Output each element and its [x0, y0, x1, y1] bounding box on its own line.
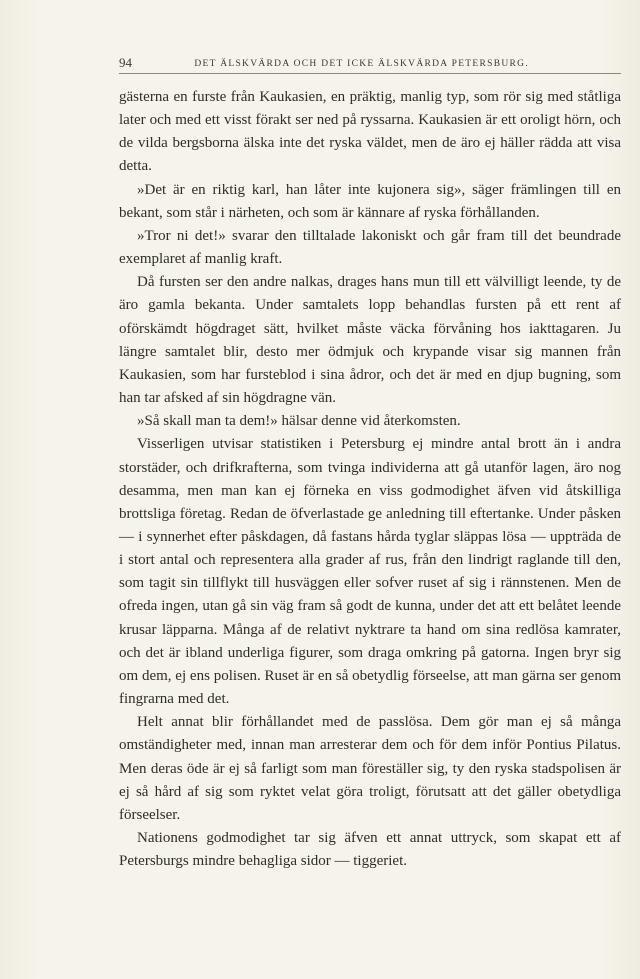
page-header: [119, 52, 621, 74]
page-number: 94: [119, 55, 132, 70]
paragraph: »Det är en riktig karl, han låter inte kujonera sig», säger främlingen till en bekant, som står i närheten, och som är kännare af ryska förhållanden.: [119, 181, 621, 221]
paragraph: »Tror ni det!» svarar den tilltalade lakoniskt och går fram till det beundrade exemplaret af manlig kraft.: [119, 227, 621, 268]
paragraph: Då fursten ser den andre nalkas, drages hans mun till ett välvilligt leende, ty de äro gamla bekanta. Under samtalets lopp behandlas fursten på ett rent af oförskämdt högdraget sätt, hvilket måste väcka förvåning hos iakttagaren. Ju längre samtalet blir, desto mer ödmjuk och krypande visar sig mannen från Kaukasien, som har fursteblod i sina ådror, och det är med en djup bugning, som han tar afsked af sin högdragne vän.: [119, 274, 621, 407]
paragraph-continuation: gästerna en furste från Kaukasien, en präktig, manlig typ, som rör sig med ståtliga later och med ett visst förakt ser ned på ryssarna. Kaukasien är ett oroligt hörn, och de vilda bergsborna älska inte det ryska väldet, men de äro ej häller rädda att visa detta.: [119, 89, 621, 175]
running-head: DET ÄLSKVÄRDA OCH DET ICKE ÄLSKVÄRDA PETERSBURG.: [194, 58, 529, 69]
body-text: [119, 86, 621, 873]
paragraph: »Så skall man ta dem!» hälsar denne vid återkomsten.: [137, 413, 461, 430]
paragraph: Visserligen utvisar statistiken i Petersburg ej mindre antal brott än i andra storstäder, och drifkrafterna, som tvinga individerna att gå utanför lagen, äro nog desamma, men man kan ej förneka en viss godmodighet äfven vid åtskilliga brottsliga företag. Redan de öfverlastade ge anledning till eftertanke. Under påsken — i synnerhet efter påskdagen, då fastans hårda tyglar släppas lösa — uppträda de i stort antal och representera alla grader af rus, från den lindrigt raglande till den, som tagit sin tillflykt till husväggen eller sofver ruset af sig i rännstenen. Men de ofreda ingen, utan gå sin väg fram så godt de kunna, under det att ett belåtet leende krusar läpparna. Många af de relativt nyktrare ta hand om sina redlösa kamrater, och det är ibland underliga figurer, som draga omkring på gatorna. Ingen bryr sig om dem, ej ens polisen. Ruset är en så obetydlig förseelse, att man gärna ser genom fingrarna med det.: [119, 436, 621, 708]
paragraph: Nationens godmodighet tar sig äfven ett annat uttryck, som skapat ett af Petersburgs mindre behagliga sidor — tiggeriet.: [119, 830, 621, 870]
paragraph: Helt annat blir förhållandet med de passlösa. Dem gör man ej så många omständigheter med, innan man arresterar dem och för dem inför Pontius Pilatus. Men deras öde är ej så farligt som man föreställer sig, ty den ryska stadspolisen är ej så hård af sig som ryktet velat göra troligt, förutsatt att det gäller obetydliga förseelser.: [119, 714, 621, 823]
